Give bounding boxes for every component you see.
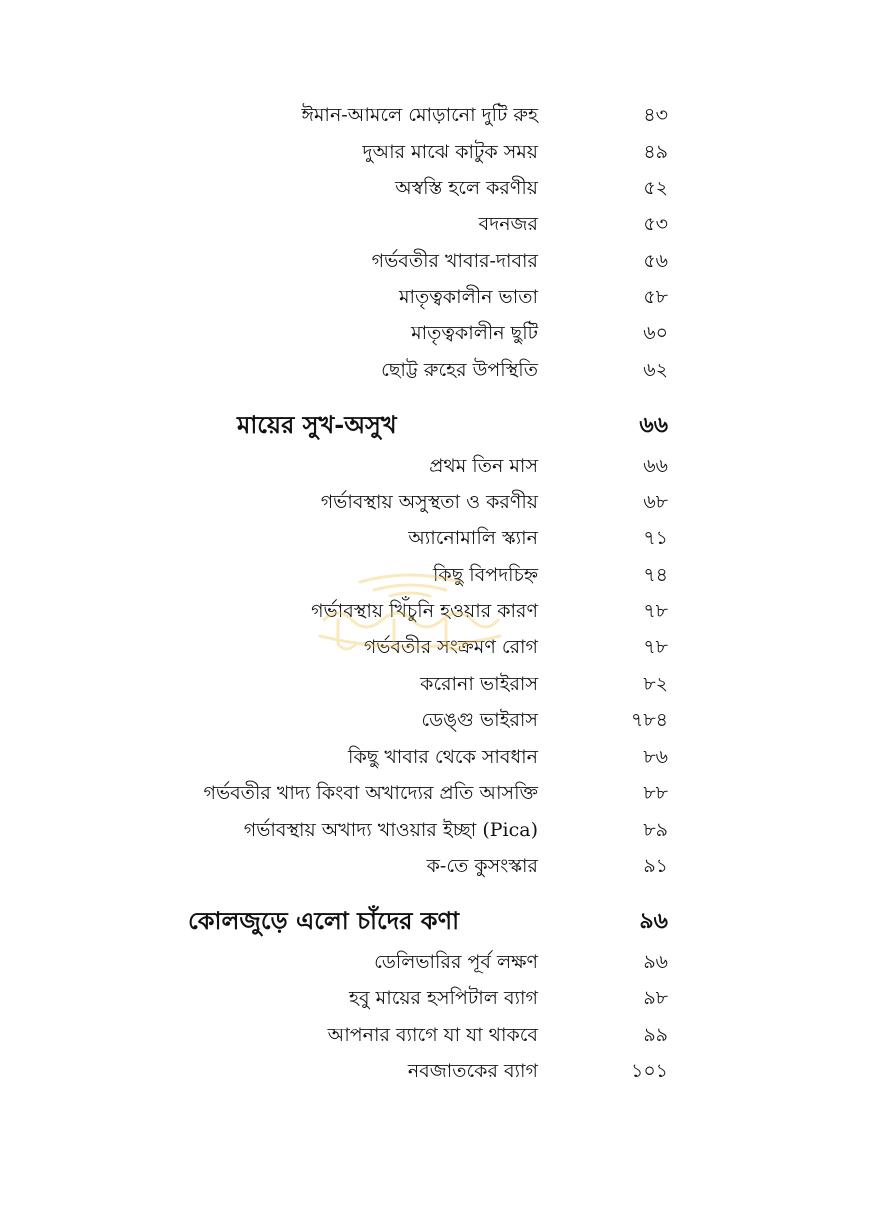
toc-entry-title: ছোট্ট রুহের উপস্থিতি [381, 359, 538, 381]
toc-entry [0, 520, 870, 556]
toc-entry-page: ৭৮ [643, 636, 668, 658]
toc-entry [0, 206, 870, 242]
toc-entry-page: ৪৩ [643, 104, 668, 126]
toc-entry-title: প্রথম তিন মাস [429, 455, 538, 477]
toc-entry [0, 1017, 870, 1053]
toc-entry [0, 666, 870, 702]
toc-entry-title: হবু মায়ের হসপিটাল ব্যাগ [349, 987, 538, 1009]
toc-section-page: ৬৬ [639, 412, 668, 438]
toc-section-page: ৯৬ [639, 908, 668, 934]
toc-section-heading [0, 407, 870, 443]
toc-entry-title: ক-তে কুসংস্কার [426, 855, 538, 877]
toc-entry-title: ডেঙ্গু ভাইরাস [421, 709, 538, 731]
toc-entry [0, 484, 870, 520]
toc-entry-page: ৮২ [643, 673, 668, 695]
toc-entry-page: ৬০ [643, 322, 668, 344]
toc-entry [0, 812, 870, 848]
toc-entry-page: ৯৬ [643, 951, 668, 973]
toc-entry-page: ৯৯ [643, 1024, 668, 1046]
toc-entry-title: কিছু খাবার থেকে সাবধান [348, 746, 538, 768]
toc-entry [0, 352, 870, 388]
toc-entry [0, 980, 870, 1016]
toc-entry [0, 134, 870, 170]
toc-entry-title: ঈমান-আমলে মোড়ানো দুটি রুহ [301, 104, 538, 126]
toc-entry-title: অ্যানোমালি স্ক্যান [408, 527, 538, 549]
toc-entry-title: ডেলিভারির পূর্ব লক্ষণ [374, 951, 538, 973]
toc-entry [0, 557, 870, 593]
toc-entry [0, 944, 870, 980]
toc-entry-page: ৬৬ [643, 455, 668, 477]
toc-entry-title: গর্ভাবস্থায় অসুস্থতা ও করণীয় [320, 491, 538, 513]
toc-entry-page: ৬৮ [643, 491, 668, 513]
toc-entry-page: ৫৮ [643, 286, 668, 308]
toc-entry-title: মাতৃত্বকালীন ভাতা [398, 286, 538, 308]
toc-entry-page: ৪৯ [643, 141, 668, 163]
toc-entry [0, 739, 870, 775]
toc-entry-title: দুআর মাঝে কাটুক সময় [362, 141, 538, 163]
toc-entry-page: ৬২ [643, 359, 668, 381]
toc-entry [0, 775, 870, 811]
toc-entry-page: ৭৮ [643, 600, 668, 622]
toc-section-title: কোলজুড়ে এলো চাঁদের কণা [188, 906, 460, 935]
toc-entry-title: আপনার ব্যাগে যা যা থাকবে [327, 1024, 538, 1046]
toc-entry-page: ৯১ [643, 855, 668, 877]
toc-section-title: মায়ের সুখ-অসুখ [237, 410, 397, 439]
toc-entry-page: ৮৮ [643, 782, 668, 804]
toc-entry [0, 97, 870, 133]
toc-entry [0, 1053, 870, 1089]
toc-entry-page: ১০১ [630, 1060, 668, 1082]
toc-entry [0, 170, 870, 206]
toc-entry-title: করোনা ভাইরাস [420, 673, 538, 695]
toc-entry-title: নবজাতকের ব্যাগ [407, 1060, 538, 1082]
toc-entry-page: ৭৮৪ [630, 709, 668, 731]
toc-entry [0, 315, 870, 351]
toc-entry-title: বদনজর [478, 213, 538, 235]
toc-entry-page: ৭১ [643, 527, 668, 549]
toc-entry-title: গর্ভবতীর খাবার-দাবার [371, 250, 538, 272]
toc-entry-title: কিছু বিপদচিহ্ন [433, 564, 538, 586]
toc-entry [0, 448, 870, 484]
toc-entry [0, 279, 870, 315]
toc-entry-page: ৭৪ [643, 564, 668, 586]
toc-entry [0, 593, 870, 629]
toc-entry-title: মাতৃত্বকালীন ছুটি [411, 322, 538, 344]
toc-entry-title: গর্ভাবস্থায় অখাদ্য খাওয়ার ইচ্ছা (Pica) [243, 819, 538, 841]
toc-entry-page: ৮৯ [643, 819, 668, 841]
toc-entry-title: গর্ভবতীর খাদ্য কিংবা অখাদ্যের প্রতি আসক্তি [203, 782, 538, 804]
toc-entry-page: ৫২ [643, 177, 668, 199]
toc-entry-title: অস্বস্তি হলে করণীয় [395, 177, 538, 199]
toc-entry-title: গর্ভবতীর সংক্রমণ রোগ [363, 636, 538, 658]
toc-entry [0, 629, 870, 665]
toc-entry [0, 243, 870, 279]
toc-entry-page: ৮৬ [643, 746, 668, 768]
toc-entry [0, 702, 870, 738]
toc-entry-title: গর্ভাবস্থায় খিঁচুনি হওয়ার কারণ [311, 600, 538, 622]
toc-entry-page: ৫৬ [643, 250, 668, 272]
toc-entry-page: ৯৮ [643, 987, 668, 1009]
toc-section-heading [0, 903, 870, 939]
toc-entry [0, 848, 870, 884]
toc-entry-page: ৫৩ [643, 213, 668, 235]
